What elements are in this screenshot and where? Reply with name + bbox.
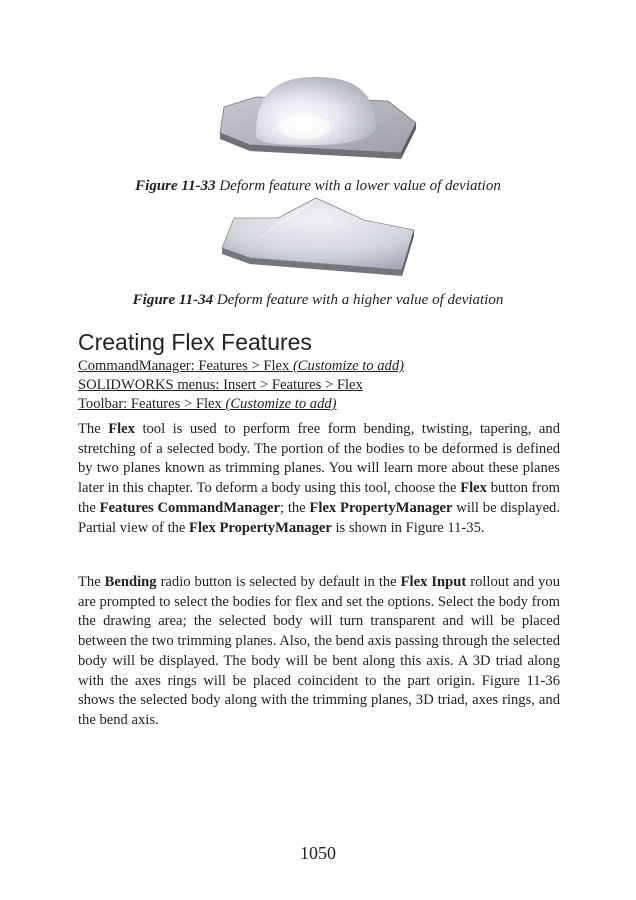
figure-11-34-caption: [0, 292, 636, 309]
bold-term: Flex: [108, 421, 135, 437]
path-text: CommandManager: Features > Flex: [78, 358, 293, 374]
text-run: ; the: [279, 499, 310, 516]
bold-term: Features CommandManager: [99, 499, 280, 516]
page-number: 1050: [300, 843, 336, 863]
text-run: button from the: [78, 480, 560, 516]
paragraph-flex-tool: [78, 420, 560, 538]
bold-term: Bending: [104, 574, 157, 590]
figure-11-34-image: [0, 196, 636, 284]
text-run: rollout and you are prompted to select the bodies for flex and set the options. Select the body from the drawing area; the selected body will turn transparent and will be placed between the two trimming planes. Also, the bend axis passing through the selected body will be displayed. The body will be bent along this axis. A 3D triad along with the axes rings will be placed coincident to the part origin. Figure 11-36 shows the selected body along with the trimming planes, 3D triad, axes rings, and the bend axis.: [78, 574, 561, 728]
menus-path: SOLIDWORKS menus: Insert > Features > Flex: [78, 377, 363, 393]
bold-term: Flex: [460, 480, 487, 497]
figure-11-33-image: [0, 75, 636, 171]
text-run: will be displayed. Partial view of the: [78, 499, 560, 536]
toolbar-path: [78, 396, 337, 413]
figure-11-33-caption: [0, 178, 636, 195]
customize-note: (Customize to add): [225, 396, 337, 412]
text-run: The: [78, 421, 109, 437]
text-run: radio button is selected by default in the: [156, 574, 401, 590]
text-run: tool is used to perform free form bending, twisting, tapering, and stretching of a selected body. The portion of the bodies to be deformed is defined by two planes known as trimming planes. You will learn more about these planes later in this chapter. To deform a body using this tool, choose the: [78, 421, 560, 497]
customize-note: (Customize to add): [292, 358, 405, 374]
bold-term: Flex Input: [400, 574, 467, 590]
figure-label: Figure 11-33: [135, 178, 216, 194]
paragraph-bending-option: [78, 573, 560, 731]
text-run: is shown in Figure 11-35.: [331, 519, 485, 536]
commandmanager-path: [78, 358, 404, 375]
path-text: Toolbar: Features > Flex: [78, 396, 226, 412]
caption-text: Deform feature with a lower value of deviation: [215, 178, 501, 194]
section-heading: Creating Flex Features: [78, 329, 312, 355]
bold-term: Flex PropertyManager: [309, 499, 453, 516]
bold-term: Flex PropertyManager: [189, 519, 332, 536]
text-run: The: [78, 574, 105, 590]
figure-label: Figure 11-34: [132, 292, 214, 308]
caption-text: Deform feature with a higher value of deviation: [213, 292, 504, 308]
